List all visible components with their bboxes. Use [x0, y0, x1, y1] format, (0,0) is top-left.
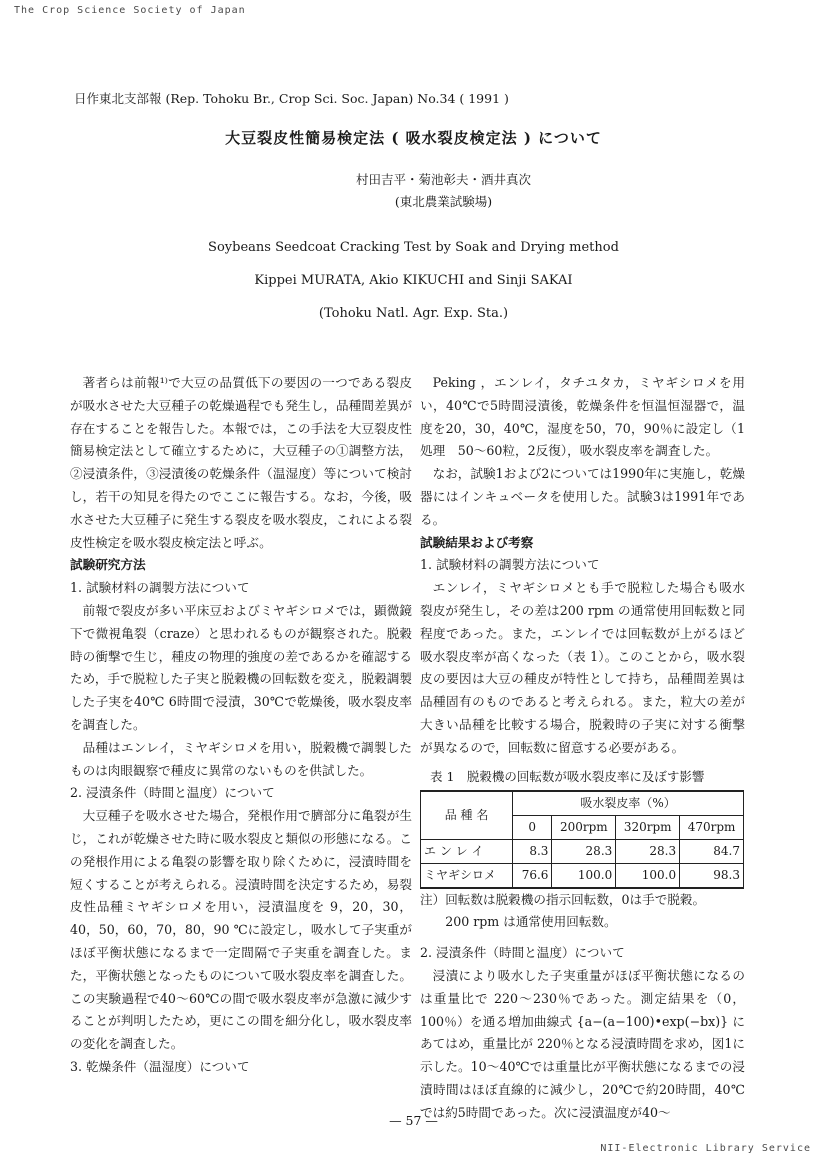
- authors-en: Kippei MURATA, Akio KIKUCHI and Sinji SAKAI: [254, 273, 573, 288]
- page-number: — 57 —: [389, 1113, 438, 1128]
- methods-heading: 試験研究方法: [70, 557, 146, 573]
- table-note-2: 200 rpm は通常使用回転数。: [445, 914, 617, 930]
- affiliation-ja: (東北農業試験場): [394, 194, 493, 209]
- methods-1-paragraph-2: 品種はエンレイ，ミヤギシロメを用い，脱穀機で調製したものは肉眼観察で種皮に異常のないものを供試した。: [70, 739, 412, 778]
- table-cell-name: エ ン レ イ: [421, 839, 513, 863]
- methods-3-heading: 3. 乾燥条件（温湿度）について: [70, 1058, 250, 1074]
- table-cell: 84.7: [680, 839, 744, 863]
- methods-1-heading: 1. 試験材料の調製方法について: [70, 580, 250, 596]
- table-row-header: 品 種 名: [421, 791, 513, 839]
- table-cell: 28.3: [616, 839, 680, 863]
- results-2-heading: 2. 浸漬条件（時間と温度）について: [420, 945, 625, 961]
- paper-title-en: Soybeans Seedcoat Cracking Test by Soak and Drying method: [208, 240, 619, 255]
- table-note-1: 注）回転数は脱穀機の指示回転数，0は手で脱穀。: [420, 891, 706, 907]
- results-1-paragraph: エンレイ，ミヤギシロメとも手で脱粒した場合も吸水裂皮が発生し，その差は200 rpm の通常使用回転数と同程度であった。また，エンレイでは回転数が上がるほど吸水裂皮率が高くなった（表 1）。このことから，吸水裂皮の要因は大豆の種皮が特性として持ち，品種間差異は品種固有のものであると考えられる。また，粒大の差が大きい品種を比較する場合，脱穀時の子実に対する衝撃が異なるので，回転数に留意する必要がある。: [420, 580, 745, 755]
- table-cell: 100.0: [552, 863, 616, 887]
- table-cell: 28.3: [552, 839, 616, 863]
- intro-paragraph: 著者らは前報¹⁾で大豆の品質低下の要因の一つである裂皮が吸水させた大豆種子の乾燥過程でも発生し，品種間差異が存在することを報告した。本報では，この手法を大豆裂皮性簡易検定法として確立するために，大豆種子の①調整方法，②浸漬条件，③浸漬後の乾燥条件（温湿度）等について検討し，若干の知見を得たのでここに報告する。なお，今後，吸水させた大豆種子に発生する裂皮を吸水裂皮，これによる裂皮性検定を吸水裂皮検定法と呼ぶ。: [70, 375, 412, 550]
- table-cell: 8.3: [513, 839, 552, 863]
- results-1-heading: 1. 試験材料の調製方法について: [420, 557, 600, 573]
- table-cell: 100.0: [616, 863, 680, 887]
- table-col-header: 0: [513, 816, 552, 840]
- nii-footer: NII-Electronic Library Service: [600, 1143, 811, 1154]
- journal-line: 日作東北支部報 (Rep. Tohoku Br., Crop Sci. Soc. Japan) No.34 ( 1991 ): [74, 91, 509, 106]
- paper-title-ja: 大豆裂皮性簡易検定法 ( 吸水裂皮検定法 ) について: [225, 129, 602, 147]
- table-cell: 76.6: [513, 863, 552, 887]
- table-group-header: 吸水裂皮率（%）: [513, 791, 744, 815]
- affiliation-en: (Tohoku Natl. Agr. Exp. Sta.): [318, 306, 509, 321]
- society-header: The Crop Science Society of Japan: [14, 5, 246, 16]
- table-col-header: 200rpm: [552, 816, 616, 840]
- results-2-paragraph: 浸漬により吸水した子実重量がほぼ平衡状態になるのは重量比で 220〜230％であった。測定結果を（0，100％）を通る増加曲線式 {a−(a−100)•exp(−bx)} にあてはめ，重量比が 220％となる浸漬時間を求め，図1に示した。10〜40℃では重量比が平衡状態になるまでの浸漬時間はほぼ直線的に減少し，20℃で約20時間，40℃では約5時間であった。次に浸漬温度が40〜: [420, 967, 745, 1120]
- methods-1-paragraph-1: 前報で裂皮が多い平床豆およびミヤギシロメでは，顕微鏡下で微視亀裂（craze）と思われるものが観察された。脱穀時の衝撃で生じ，種皮の物理的強度の差であるかを確認するため，手で脱粒した子実と脱穀機の回転数を変え，脱穀調製した子実を40℃ 6時間で浸漬，30℃で乾燥後，吸水裂皮率を調査した。: [70, 602, 412, 732]
- table-row: [421, 863, 744, 887]
- methods-3-paragraph-2: なお，試験1および2については1990年に実施し，乾燥器にはインキュベータを使用した。試験3は1991年である。: [420, 466, 745, 527]
- methods-2-heading: 2. 浸漬条件（時間と温度）について: [70, 785, 275, 801]
- authors-ja: 村田吉平・菊池彰夫・酒井真次: [355, 172, 531, 187]
- left-column: [70, 372, 412, 1079]
- results-heading: 試験結果および考察: [420, 534, 534, 550]
- table-col-header: 470rpm: [680, 816, 744, 840]
- table-cell-name: ミヤギシロメ: [421, 863, 513, 887]
- right-column: [420, 372, 745, 1125]
- table-cell: 98.3: [680, 863, 744, 887]
- table-1: [420, 790, 744, 888]
- methods-2-paragraph: 大豆種子を吸水させた場合，発根作用で臍部分に亀裂が生じ，これが乾燥させた時に吸水裂皮と類似の形態になる。この発根作用による亀裂の影響を取り除くために，浸漬時間を短くすることが考えられる。浸漬時間を決定するため，易裂皮性品種ミヤギシロメを用い，浸漬温度を 9，20，30，40，50，60，70，80，90 ℃に設定し，吸水して子実重がほぼ平衡状態になるまで一定間隔で子実重を調査した。また，平衡状態となったものについて吸水裂皮率を調査した。この実験過程で40〜60℃の間で吸水裂皮率が急激に減少することが判明したため，更にこの間を細分化し，吸水裂皮率の変化を調査した。: [70, 808, 412, 1052]
- table-1-caption: 表 1 脱穀機の回転数が吸水裂皮率に及ぼす影響: [430, 768, 705, 784]
- methods-3-paragraph-1: Peking ，エンレイ，タチユタカ，ミヤギシロメを用い，40℃で5時間浸漬後，乾燥条件を恒温恒湿器で，温度を20，30，40℃，湿度を50，70，90％に設定し（1処理 50〜60粒，2反復），吸水裂皮率を調査した。: [420, 375, 745, 459]
- table-col-header: 320rpm: [616, 816, 680, 840]
- table-row: [421, 839, 744, 863]
